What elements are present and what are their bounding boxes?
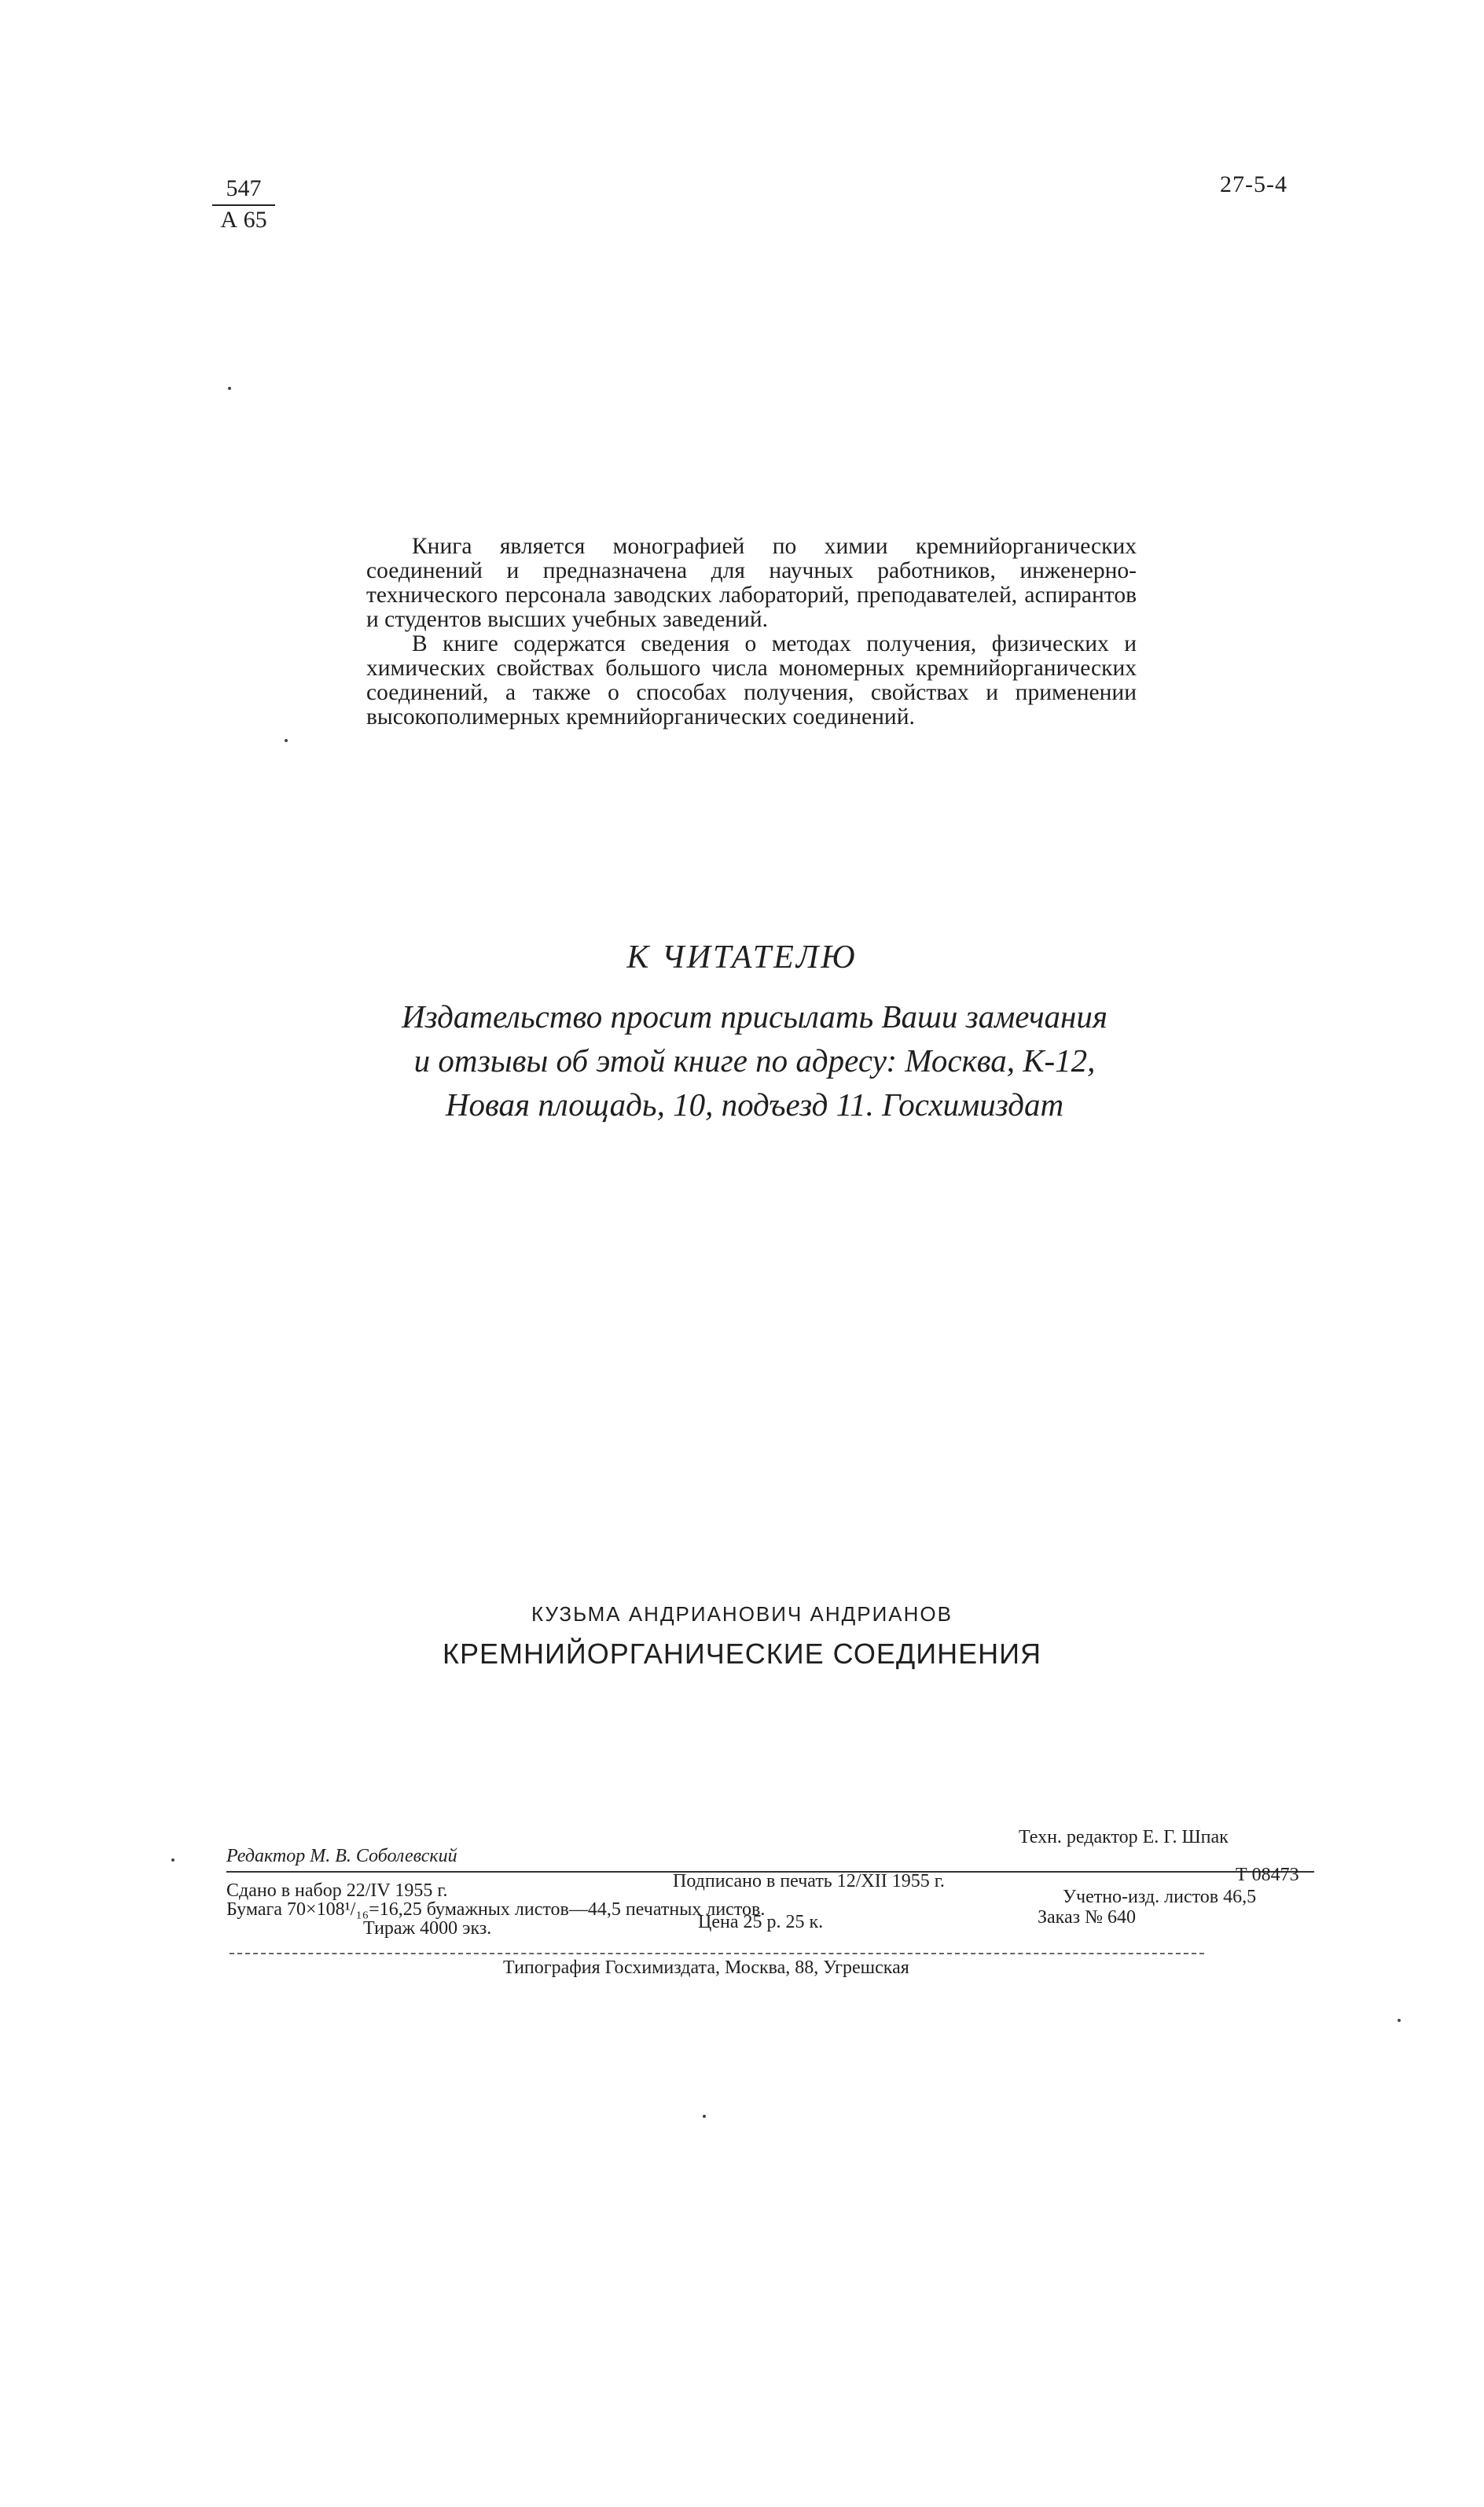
speck-2 [285,739,288,742]
imprint-submitted: Сдано в набор 22/IV 1955 г. [226,1880,448,1901]
imprint-printer: Типография Госхимиздата, Москва, 88, Угрешская [503,1957,909,1978]
imprint-order-code: Т 08473 [1236,1865,1299,1885]
reader-note-line-3: Новая площадь, 10, подъезд 11. Госхимиздат [445,1086,1064,1123]
imprint-price: Цена 25 р. 25 к. [698,1912,824,1932]
imprint-editor: Редактор М. В. Соболевский [226,1846,457,1866]
imprint-tech-editor: Техн. редактор Е. Г. Шпак [1019,1827,1229,1847]
catalog-code: 27-5-4 [1220,171,1287,197]
imprint-signed: Подписано в печать 12/XII 1955 г. [673,1871,945,1891]
udc-index [212,175,275,234]
reader-note-line-2: и отзывы об этой книге по адресу: Москва, К-12, [413,1042,1096,1079]
speck-4 [1398,2019,1401,2022]
imprint-rule-dashed [230,1953,1204,1954]
udc-number: 547 [212,175,275,206]
imprint-paper: Бумага 70×108¹/₁₆=16,25 бумажных листов—44,5 печатных листов. [226,1899,766,1920]
book-title: КРЕМНИЙОРГАНИЧЕСКИЕ СОЕДИНЕНИЯ [443,1638,1041,1670]
reader-note-line-1: Издательство просит присылать Ваши замечания [402,998,1107,1035]
reader-note-heading: К ЧИТАТЕЛЮ [626,939,858,976]
annotation [366,535,1137,730]
imprint-order-no: Заказ № 640 [1038,1907,1137,1928]
annotation-paragraph-2: В книге содержатся сведения о методах получения, физических и химических свойствах большого числа мономерных кремнийорганических соединений, а также о способах получения, свойствах и применении высокополимерных кремнийорганических соединений. [366,631,1137,730]
imprint-pub-sheets: Учетно-изд. листов 46,5 [1063,1887,1257,1907]
speck-1 [228,387,231,390]
imprint-print-run: Тираж 4000 экз. [363,1918,492,1939]
book-author: КУЗЬМА АНДРИАНОВИЧ АНДРИАНОВ [531,1602,953,1626]
speck-5 [703,2115,706,2118]
annotation-paragraph-1: Книга является монографией по химии кремнийорганических соединений и предназначена для научных работников, инженерно-технического персонала заводских лабораторий, преподавателей, аспирантов и студентов высших учебных заведений. [366,534,1137,632]
author-mark: А 65 [220,207,267,233]
speck-3 [171,1858,174,1862]
reader-note [346,994,1163,1127]
